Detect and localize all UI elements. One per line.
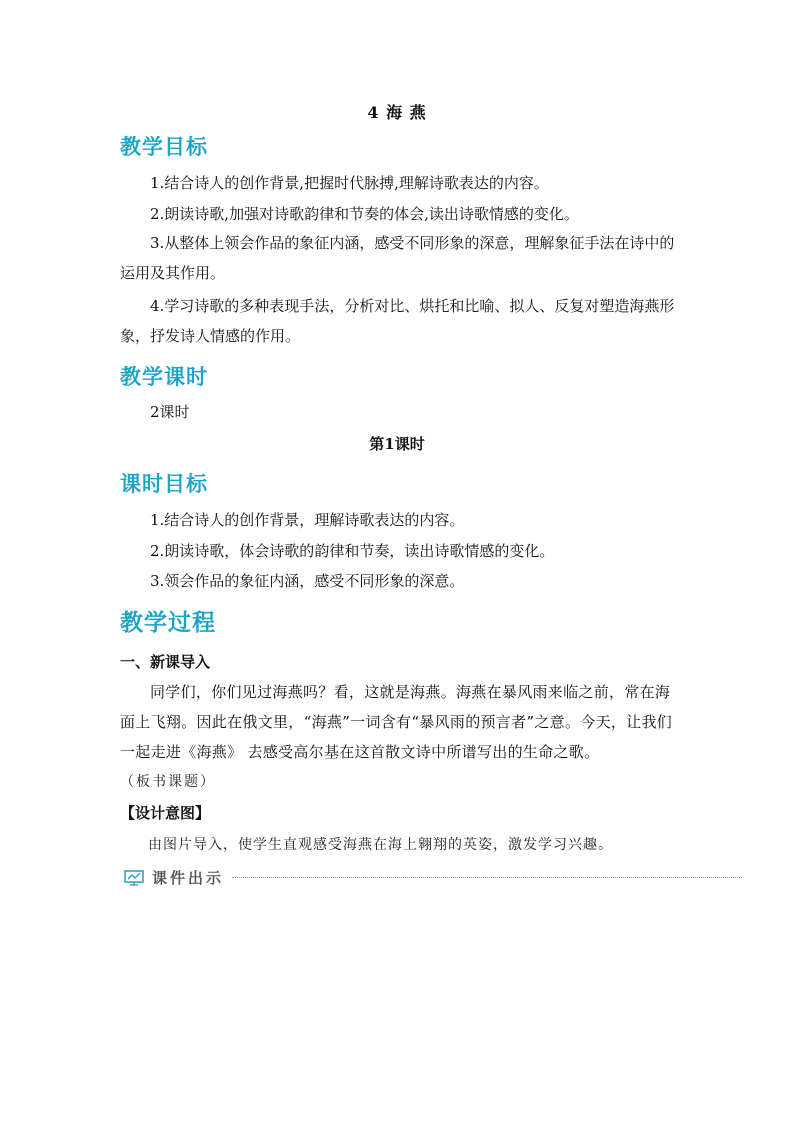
objective-item: 2.朗读诗歌,加强对诗歌韵律和节奏的体会,读出诗歌情感的变化。 [150,205,579,223]
step-paragraph: 同学们，你们见过海燕吗？看，这就是海燕。海燕在暴风雨来临之前，常在海面上飞翔。因此在俄文里，“海燕”一词含有“暴风雨的预言者”之意。今天，让我们一起走进《海燕》 去感受高尔基在这首散文诗中所谱写出的生命之歌。 [120,683,673,761]
presentation-icon [124,870,144,886]
teaching-hours-value: 2课时 [150,403,190,421]
courseware-banner [124,867,742,889]
teaching-process-heading: 教学过程 [120,610,216,636]
page-title: 4 海 燕 [367,103,427,122]
dotted-divider [232,877,742,878]
design-intent-label: 【设计意图】 [120,804,211,822]
board-note: （板书课题） [120,774,216,790]
lesson-objectives-heading: 课时目标 [120,472,208,496]
step-title: 一、新课导入 [120,653,211,671]
teaching-hours-heading: 教学课时 [120,365,208,389]
courseware-label: 课件出示 [152,869,225,887]
lesson-objective-item: 2.朗读诗歌，体会诗歌的韵律和节奏，读出诗歌情感的变化。 [150,542,555,560]
objective-item: 3.从整体上领会作品的象征内涵，感受不同形象的深意，理解象征手法在诗中的运用及其作用。 [120,234,675,282]
objective-item: 4.学习诗歌的多种表现手法，分析对比、烘托和比喻、拟人、反复对塑造海燕形象，抒发诗人情感的作用。 [120,297,675,345]
teaching-objectives-heading: 教学目标 [120,135,208,159]
lesson-title: 第1课时 [369,435,425,453]
objective-item: 1.结合诗人的创作背景,把握时代脉搏,理解诗歌表达的内容。 [150,174,549,192]
lesson-objective-item: 3.领会作品的象征内涵，感受不同形象的深意。 [150,572,465,590]
lesson-objective-item: 1.结合诗人的创作背景，理解诗歌表达的内容。 [150,511,465,529]
design-intent-text: 由图片导入，使学生直观感受海燕在海上翱翔的英姿，激发学习兴趣。 [148,837,613,853]
